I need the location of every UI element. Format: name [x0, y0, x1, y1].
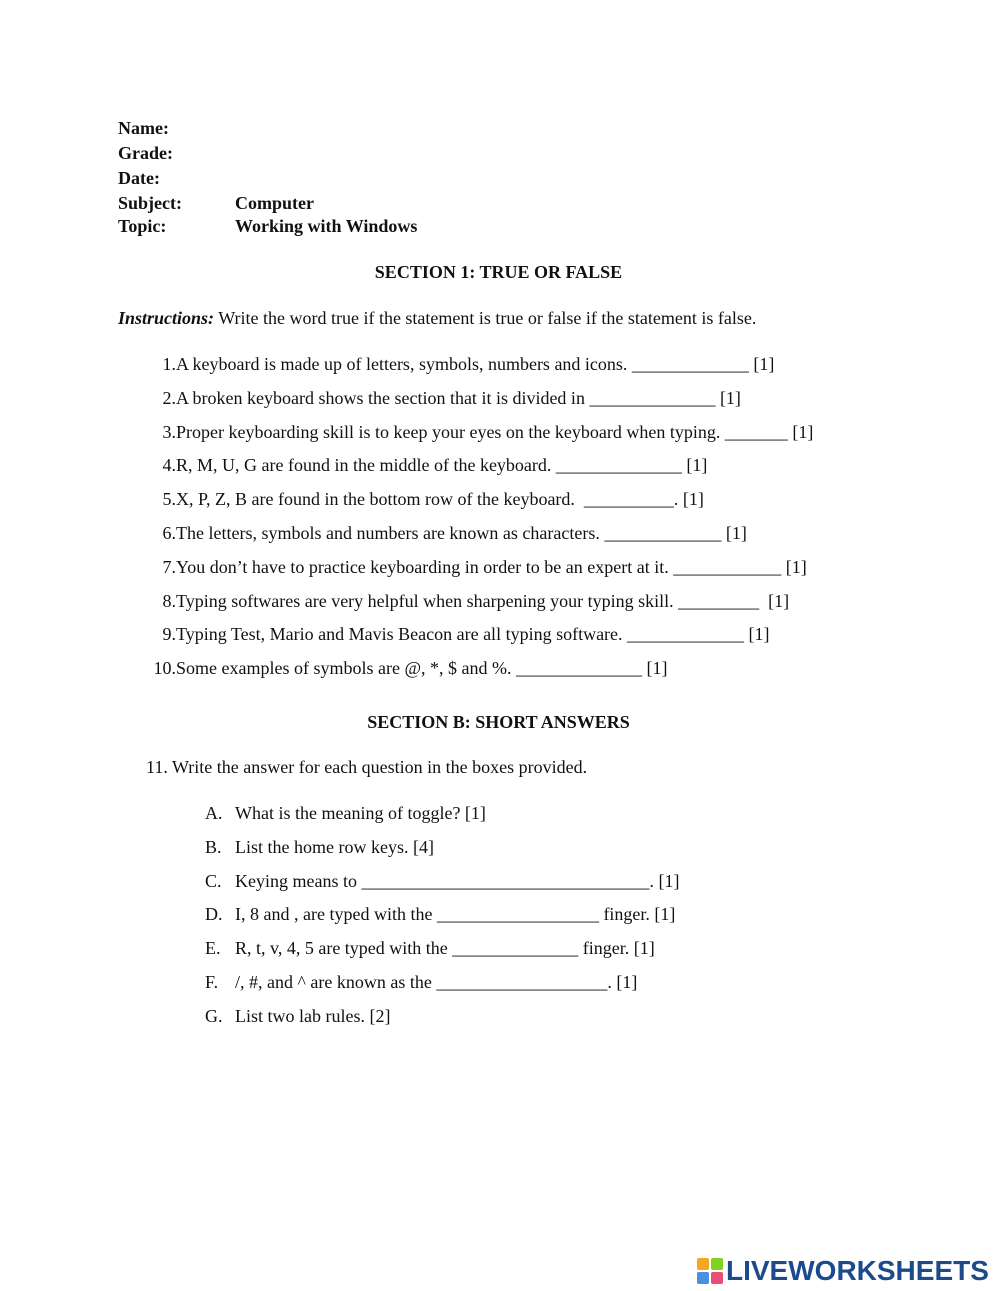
section2-title: SECTION B: SHORT ANSWERS — [367, 712, 630, 732]
item-text: What is the meaning of toggle? [1] — [235, 803, 486, 823]
topic-row — [118, 214, 417, 237]
item-letter: G. — [205, 1005, 223, 1026]
question-text: R, M, U, G are found in the middle of the keyboard. ______________ [1] — [176, 455, 708, 476]
question-text: You don’t have to practice keyboarding in order to be an expert at it. ____________ [1] — [176, 556, 807, 577]
list-item — [205, 801, 679, 835]
list-item — [205, 936, 679, 970]
question-text: Proper keyboarding skill is to keep your eyes on the keyboard when typing. _______ [1] — [176, 421, 814, 442]
list-item — [205, 835, 679, 869]
question-number: 4. — [162, 455, 176, 476]
item-letter: A. — [205, 803, 223, 823]
logo-text: LIVEWORKSHEETS — [726, 1255, 989, 1286]
item-letter: F. — [205, 971, 219, 992]
logo-square-1 — [697, 1258, 709, 1270]
instructions-label: Instructions: — [118, 308, 215, 328]
list-item — [205, 902, 679, 936]
question-11: 11. Write the answer for each question in the boxes provided. — [146, 757, 588, 777]
date-row — [118, 166, 417, 191]
question-number: 9. — [162, 624, 176, 645]
logo-square-2 — [711, 1258, 723, 1270]
list-item — [205, 869, 679, 903]
list-item — [140, 656, 813, 690]
question-text: The letters, symbols and numbers are known as characters. _____________ [1] — [176, 522, 747, 543]
list-item — [140, 589, 813, 623]
subject-value: Computer — [235, 193, 314, 213]
item-text: I, 8 and , are typed with the __________________ finger. [1] — [235, 904, 676, 925]
question-number: 7. — [162, 556, 176, 577]
item-text: R, t, v, 4, 5 are typed with the ______________ finger. [1] — [235, 938, 655, 959]
question-number: 1. — [162, 354, 176, 374]
item-text: List two lab rules. [2] — [235, 1005, 391, 1026]
topic-value: Working with Windows — [235, 216, 418, 236]
question-text: Some examples of symbols are @, *, $ and %. ______________ [1] — [176, 658, 668, 679]
liveworksheets-logo — [697, 1254, 989, 1288]
section1-title: SECTION 1: TRUE OR FALSE — [374, 262, 623, 282]
list-item — [140, 420, 813, 454]
question-number: 6. — [162, 522, 176, 543]
true-false-questions — [140, 352, 813, 690]
question-number: 10. — [153, 658, 176, 679]
subject-row — [118, 191, 417, 214]
grade-row — [118, 141, 417, 166]
logo-square-4 — [711, 1272, 723, 1284]
item-letter: B. — [205, 836, 222, 857]
list-item — [140, 453, 813, 487]
instructions-text: Write the word true if the statement is true or false if the statement is false. — [214, 308, 757, 328]
question-text: A broken keyboard shows the section that it is divided in ______________ [1] — [176, 387, 741, 408]
list-item — [205, 970, 679, 1004]
item-text: /, #, and ^ are known as the ___________________. [1] — [235, 971, 638, 992]
list-item — [140, 386, 813, 420]
logo-square-3 — [697, 1272, 709, 1284]
question-number: 8. — [162, 590, 176, 611]
question-number: 5. — [162, 489, 176, 510]
question-text: Typing softwares are very helpful when sharpening your typing skill. _________ [1] — [176, 590, 790, 611]
list-item — [140, 487, 813, 521]
list-item — [140, 555, 813, 589]
list-item — [140, 521, 813, 555]
topic-label: Topic: — [118, 216, 167, 236]
item-letter: C. — [205, 870, 222, 891]
item-text: List the home row keys. [4] — [235, 836, 434, 857]
list-item — [205, 1004, 679, 1038]
name-row — [118, 116, 417, 141]
date-label: Date: — [118, 168, 160, 188]
name-label: Name: — [118, 118, 169, 138]
question-number: 3. — [162, 421, 176, 442]
question-text: X, P, Z, B are found in the bottom row of the keyboard. __________. [1] — [176, 489, 704, 510]
short-answer-items — [205, 801, 679, 1038]
question-number: 2. — [162, 387, 176, 408]
instructions — [118, 308, 756, 329]
list-item — [140, 352, 813, 386]
question-text: A keyboard is made up of letters, symbols, numbers and icons. _____________ [1] — [176, 354, 775, 374]
subject-label: Subject: — [118, 193, 182, 213]
logo-mark-icon — [697, 1258, 723, 1284]
item-letter: D. — [205, 904, 223, 925]
grade-label: Grade: — [118, 143, 173, 163]
list-item — [140, 622, 813, 656]
question-text: Typing Test, Mario and Mavis Beacon are all typing software. _____________ [1] — [176, 624, 770, 645]
worksheet-header — [118, 116, 417, 237]
item-letter: E. — [205, 938, 221, 959]
item-text: Keying means to ________________________________. [1] — [235, 870, 680, 891]
